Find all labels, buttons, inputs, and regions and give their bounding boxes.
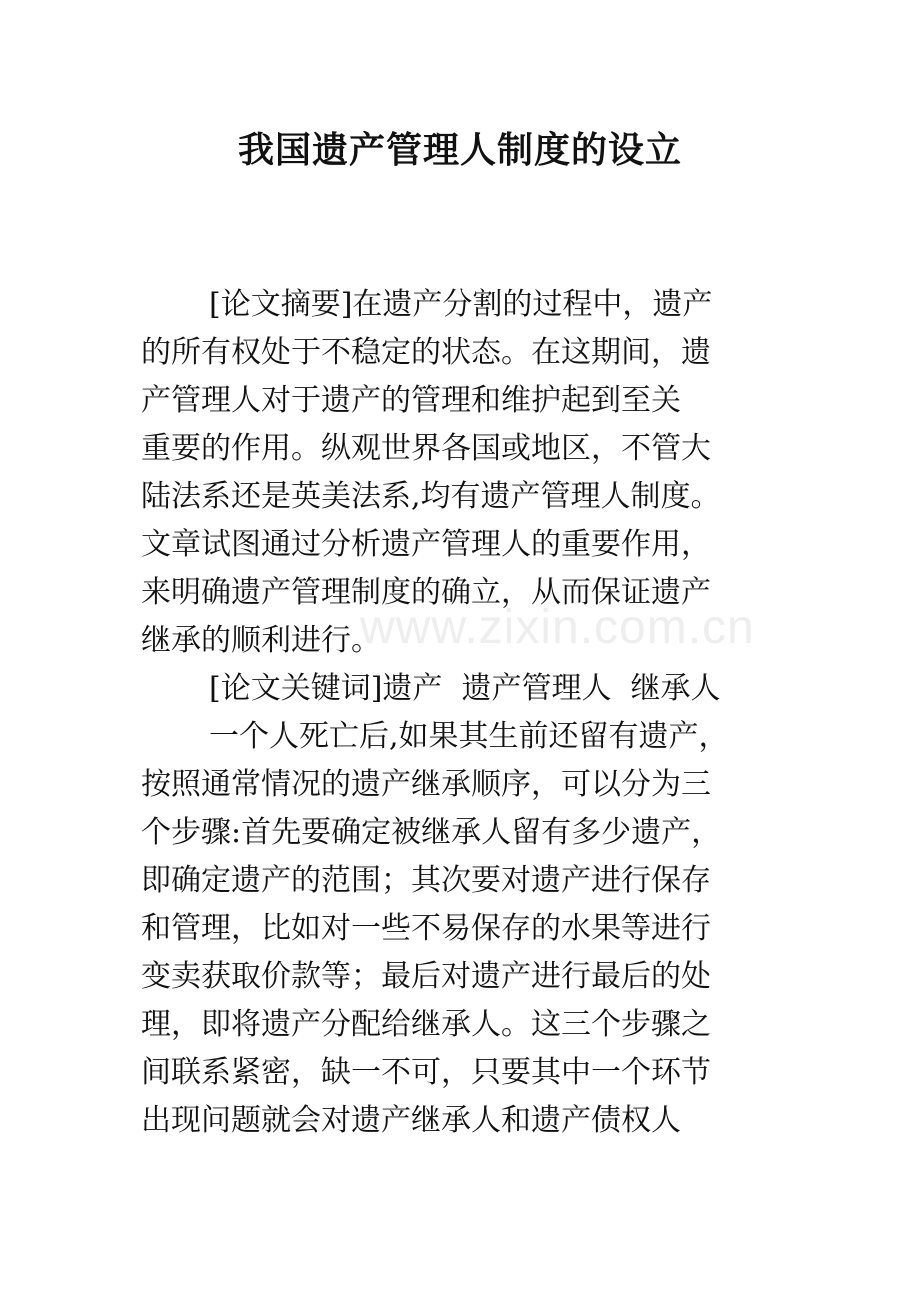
keywords-line: [论文关键词]遗产 遗产管理人 继承人: [209, 671, 721, 706]
abstract-line-5: 陆法系还是英美法系,均有遗产管理人制度。: [141, 479, 721, 514]
body-line-3: 个步骤:首先要确定被继承人留有多少遗产，: [141, 815, 722, 850]
abstract-line-2: 的所有权处于不稳定的状态。在这期间，遗: [141, 335, 711, 370]
abstract-line-7: 来明确遗产管理制度的确立，从而保证遗产: [141, 575, 711, 610]
abstract-line-6: 文章试图通过分析遗产管理人的重要作用，: [141, 527, 711, 562]
document-body: [141, 281, 791, 1145]
body-line-9: 出现问题就会对遗产继承人和遗产债权人: [141, 1103, 681, 1138]
watermark: www.zixin.com.cn: [360, 601, 755, 654]
body-line-4: 即确定遗产的范围；其次要对遗产进行保存: [141, 863, 711, 898]
body-line-6: 变卖获取价款等；最后对遗产进行最后的处: [141, 959, 711, 994]
body-line-5: 和管理，比如对一些不易保存的水果等进行: [141, 911, 711, 946]
body-line-2: 按照通常情况的遗产继承顺序，可以分为三: [141, 767, 711, 802]
body-line-7: 理，即将遗产分配给继承人。这三个步骤之: [141, 1007, 711, 1042]
abstract-line-8: 继承的顺利进行。: [141, 623, 381, 658]
body-line-1: 一个人死亡后,如果其生前还留有遗产，: [209, 719, 729, 754]
abstract-line-4: 重要的作用。纵观世界各国或地区，不管大: [141, 431, 711, 466]
abstract-line-3: 产管理人对于遗产的管理和维护起到至关: [141, 383, 681, 418]
abstract-line-1: [论文摘要]在遗产分割的过程中，遗产: [209, 287, 713, 322]
body-line-8: 间联系紧密，缺一不可，只要其中一个环节: [141, 1055, 711, 1090]
document-title: 我国遗产管理人制度的设立: [237, 129, 682, 171]
